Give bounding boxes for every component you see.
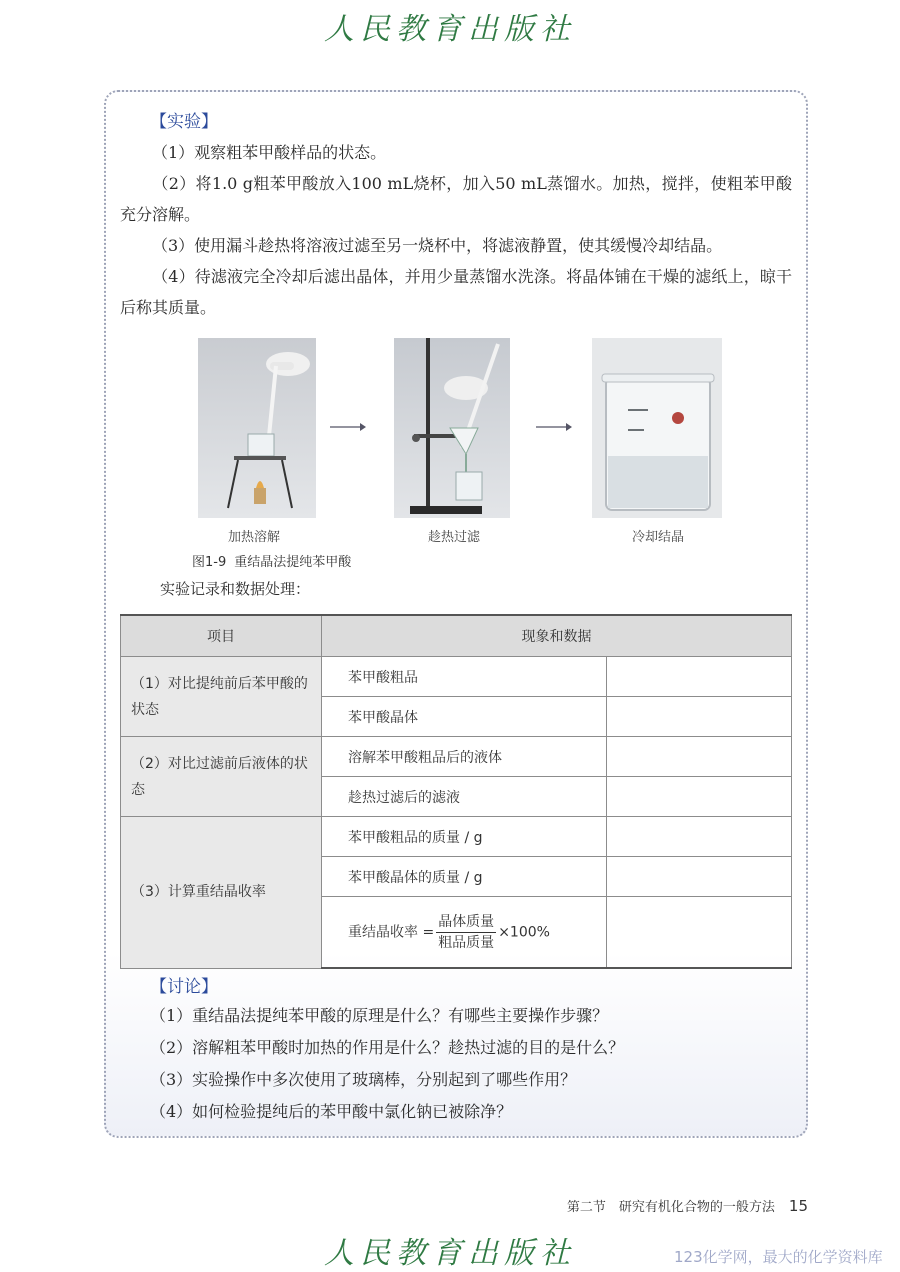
formula-fraction — [436, 912, 496, 953]
arrow-icon — [536, 422, 572, 432]
experiment-heading: 【实验】 — [150, 112, 218, 132]
page-footer — [567, 1196, 808, 1215]
obs-cell: 苯甲酸晶体 — [322, 697, 607, 737]
figure-title: 重结晶法提纯苯甲酸 — [234, 555, 352, 570]
caption-cooling: 冷却结晶 — [632, 530, 685, 545]
caption-filtration: 趁热过滤 — [428, 530, 481, 545]
table-row — [121, 737, 792, 777]
table-row — [121, 657, 792, 697]
step-3: （3）使用漏斗趁热将溶液过滤至另一烧杯中，将滤液静置，使其缓慢冷却结晶。 — [152, 236, 723, 255]
obs-cell: 趁热过滤后的滤液 — [322, 777, 607, 817]
item-cell: （1）对比提纯前后苯甲酸的状态 — [121, 657, 322, 737]
photo-cooling-crystallization — [592, 338, 722, 518]
data-table — [120, 614, 792, 969]
table-header-row — [121, 615, 792, 657]
obs-cell: 溶解苯甲酸粗品后的液体 — [322, 737, 607, 777]
discussion-item: （2）溶解粗苯甲酸时加热的作用是什么？趁热过滤的目的是什么？ — [150, 1038, 625, 1057]
value-cell — [607, 697, 792, 737]
formula-suffix: ×100% — [498, 924, 550, 940]
discussion-heading: 【讨论】 — [150, 977, 218, 997]
step-2: （2）将1.0 g粗苯甲酸放入100 mL烧杯，加入50 mL蒸馏水。加热，搅拌，使粗苯甲酸充分溶解。 — [120, 174, 792, 224]
discussion-item: （1）重结晶法提纯苯甲酸的原理是什么？有哪些主要操作步骤？ — [150, 1006, 609, 1025]
photo-hot-filtration — [394, 338, 510, 518]
formula-denominator: 粗品质量 — [438, 934, 495, 951]
section-title: 第二节 研究有机化合物的一般方法 — [566, 1200, 775, 1215]
obs-cell: 苯甲酸晶体的质量 / g — [322, 857, 607, 897]
step-1: （1）观察粗苯甲酸样品的状态。 — [152, 143, 387, 162]
value-cell — [607, 737, 792, 777]
page-number: 15 — [788, 1197, 808, 1215]
discussion-item: （4）如何检验提纯后的苯甲酸中氯化钠已被除净？ — [150, 1102, 513, 1121]
caption-heating: 加热溶解 — [228, 530, 281, 545]
value-cell — [607, 777, 792, 817]
publisher-logo-bottom: 人民教育出版社 — [324, 1236, 576, 1271]
watermark: 123化学网，最大的化学资料库 — [674, 1248, 883, 1266]
photo-heating-dissolution — [198, 338, 316, 518]
formula-prefix: 重结晶收率 = — [348, 924, 435, 940]
publisher-logo-top: 人民教育出版社 — [324, 12, 576, 47]
formula-cell — [322, 897, 607, 969]
value-cell — [607, 817, 792, 857]
item-cell: （3）计算重结晶收率 — [121, 817, 322, 969]
header-item: 项目 — [121, 615, 322, 657]
step-4: （4）待滤液完全冷却后滤出晶体，并用少量蒸馏水洗涤。将晶体铺在干燥的滤纸上，晾干后称其质量。 — [120, 267, 792, 317]
value-cell — [607, 657, 792, 697]
obs-cell: 苯甲酸粗品的质量 / g — [322, 817, 607, 857]
obs-cell: 苯甲酸粗品 — [322, 657, 607, 697]
discussion-item: （3）实验操作中多次使用了玻璃棒，分别起到了哪些作用？ — [150, 1070, 577, 1089]
table-row — [121, 817, 792, 857]
figure-caption — [192, 551, 351, 570]
item-cell: （2）对比过滤前后液体的状态 — [121, 737, 322, 817]
formula-numerator: 晶体质量 — [436, 912, 496, 933]
header-observation: 现象和数据 — [322, 615, 792, 657]
arrow-icon — [330, 422, 366, 432]
value-cell — [607, 897, 792, 969]
value-cell — [607, 857, 792, 897]
figure-number: 图1-9 — [192, 555, 227, 570]
record-label: 实验记录和数据处理： — [160, 580, 311, 598]
